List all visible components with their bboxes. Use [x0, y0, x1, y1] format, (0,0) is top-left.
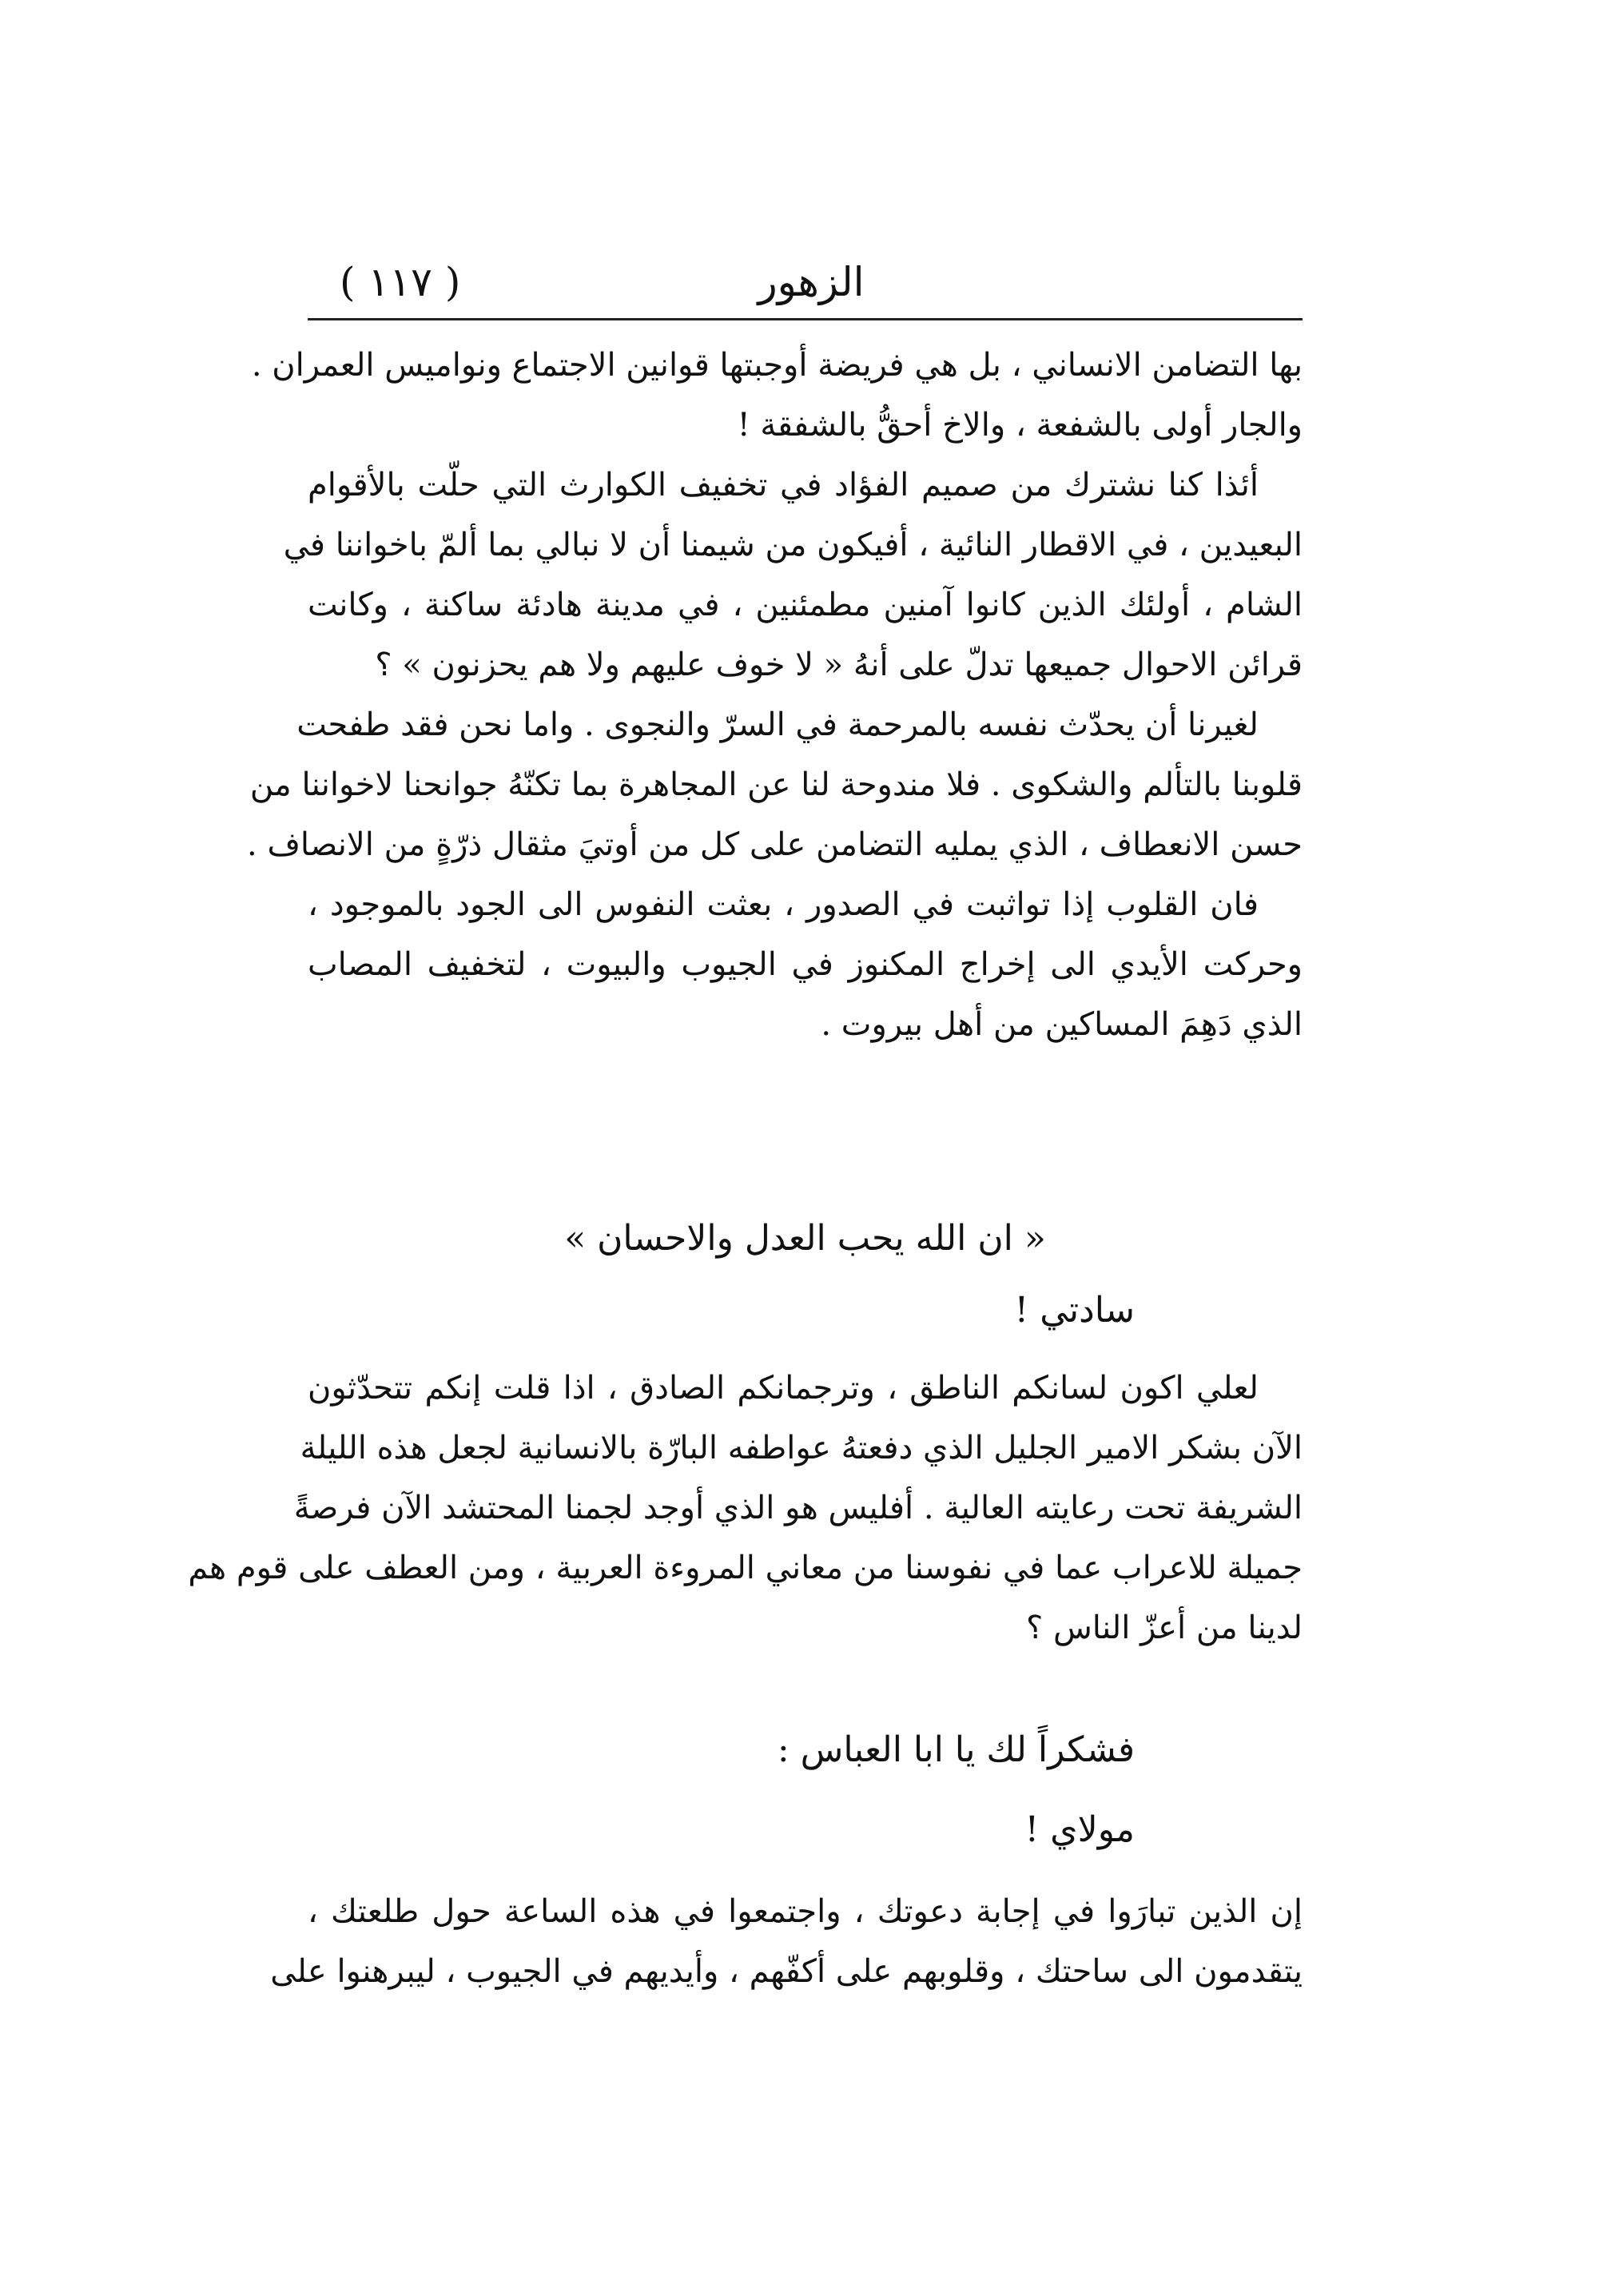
text-line: الشريفة تحت رعايته العالية . أفليس هو الذي أوجد لجمنا المحتشد الآن فرصةً [293, 1490, 1303, 1526]
header-rule [308, 318, 1303, 320]
section-body [247, 336, 1303, 1055]
running-title: الزهور [758, 259, 865, 305]
text-line: بها التضامن الانساني ، بل هي فريضة أوجبتها قوانين الاجتماع ونواميس العمران . [251, 347, 1303, 384]
text-line: وحركت الأيدي الى إخراج المكنوز في الجيوب والبيوت ، لتخفيف المصاب [308, 946, 1303, 983]
paragraph-attendees [270, 1882, 1303, 2002]
text-line: لعلي اكون لسانكم الناطق ، وترجمانكم الصادق ، اذا قلت إنكم تتحدّثون [308, 1370, 1259, 1407]
salutation-my-lord: مولاي ! [1024, 1809, 1135, 1850]
text-line: حسن الانعطاف ، الذي يمليه التضامن على كل من أوتيَ مثقال ذرّةٍ من الانصاف . [247, 826, 1303, 863]
text-line: الشام ، أولئك الذين كانوا آمنين مطمئنين ، في مدينة هادئة ساكنة ، وكانت [308, 587, 1303, 623]
text-line: أئذا كنا نشترك من صميم الفؤاد في تخفيف الكوارث التي حلّت بالأقوام [308, 467, 1259, 503]
paragraph [283, 456, 1303, 695]
text-line: جميلة للاعراب عما في نفوسنا من معاني المروءة العربية ، ومن العطف على قوم هم [188, 1550, 1303, 1586]
paragraph [251, 336, 1303, 456]
text-line: إن الذين تبارَوا في إجابة دعوتك ، واجتمعوا في هذه الساعة حول طلعتك ، [308, 1893, 1303, 1930]
quran-quote: « ان الله يحب العدل والاحسان » [564, 1218, 1046, 1259]
text-line: الذي دَهِمَ المساكين من أهل بيروت . [821, 1006, 1303, 1043]
page-header [308, 254, 1303, 310]
paragraph [308, 875, 1303, 1055]
text-line: البعيدين ، في الاقطار النائية ، أفيكون من شيمنا أن لا نبالي بما ألمّ باخواننا في [283, 527, 1303, 563]
text-line: يتقدمون الى ساحتك ، وقلوبهم على أكفّهم ، وأيديهم في الجيوب ، ليبرهنوا على [270, 1953, 1303, 1990]
text-line: قرائن الاحوال جميعها تدلّ على أنهُ « لا خوف عليهم ولا هم يحزنون » ؟ [375, 647, 1303, 683]
text-line: والجار أولى بالشفعة ، والاخ أحقُّ بالشفقة ! [737, 407, 1303, 444]
paragraph-thanks-prince [188, 1359, 1303, 1658]
page-number: ( ١١٧ ) [340, 259, 461, 305]
salutation-sirs: سادتي ! [1014, 1290, 1135, 1331]
text-line: لغيرنا أن يحدّث نفسه بالمرحمة في السرّ والنجوى . واما نحن فقد طفحت [296, 706, 1259, 743]
text-line: فان القلوب إذا تواثبت في الصدور ، بعثت النفوس الى الجود بالموجود ، [308, 886, 1259, 923]
text-line: قلوبنا بالتألم والشكوى . فلا مندوحة لنا عن المجاهرة بما تكنّهُ جوانحنا لاخواننا من [249, 766, 1303, 803]
text-line: الآن بشكر الامير الجليل الذي دفعتهُ عواطفه البارّة بالانسانية لجعل هذه الليلة [300, 1430, 1303, 1466]
thanks-line: فشكراً لك يا ابا العباس : [777, 1729, 1135, 1770]
paragraph [247, 695, 1303, 875]
text-line: لدينا من أعزّ الناس ؟ [1026, 1610, 1303, 1646]
